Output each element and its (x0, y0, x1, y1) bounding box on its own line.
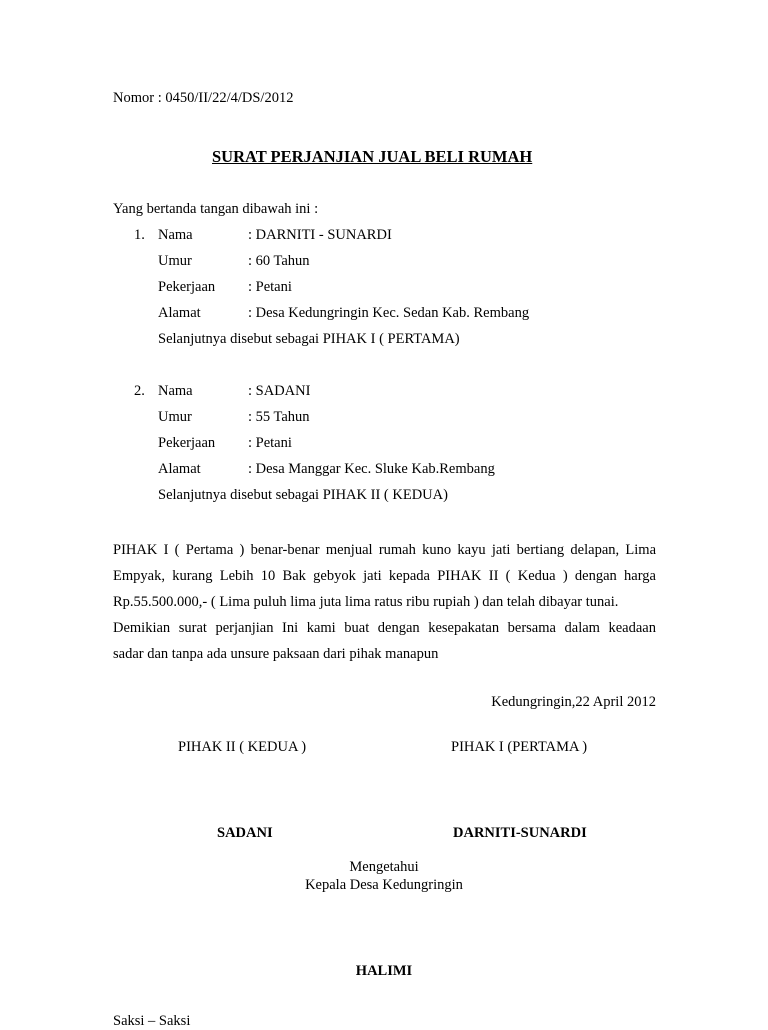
intro-text: Yang bertanda tangan dibawah ini : (113, 201, 319, 217)
signatory-left-role: PIHAK II ( KEDUA ) (178, 739, 307, 755)
agreement-body (113, 537, 656, 667)
field-value: : SADANI (248, 383, 311, 399)
signatory-left-name: SADANI (217, 825, 273, 841)
field-value: : Desa Kedungringin Kec. Sedan Kab. Rembang (248, 305, 530, 321)
body-line: Rp.55.500.000,- ( Lima puluh lima juta lima ratus ribu rupiah ) dan telah dibayar tunai. (113, 594, 619, 610)
document-number: Nomor : 0450/II/22/4/DS/2012 (113, 90, 294, 106)
party-2-designation: Selanjutnya disebut sebagai PIHAK II ( KEDUA) (158, 487, 448, 503)
party-2-number: 2. (134, 383, 145, 399)
field-value: : Desa Manggar Kec. Sluke Kab.Rembang (248, 461, 495, 477)
party-1-row-age (0, 253, 768, 273)
party-2-row-age (0, 409, 768, 429)
body-line: PIHAK I ( Pertama ) benar-benar menjual rumah kuno kayu jati bertiang delapan, Lima (113, 542, 656, 558)
field-label: Alamat (158, 461, 201, 477)
document-title: SURAT PERJANJIAN JUAL BELI RUMAH (212, 147, 533, 166)
party-1-row-address (0, 305, 768, 325)
field-value: : Petani (248, 279, 292, 295)
acknowledgement-line-2: Kepala Desa Kedungringin (305, 877, 463, 893)
body-line: Empyak, kurang Lebih 10 Bak gebyok jati kepada PIHAK II ( Kedua ) dengan harga (113, 568, 656, 584)
witness-label: Saksi – Saksi (113, 1013, 191, 1029)
acknowledgement-line-1: Mengetahui (349, 859, 419, 875)
field-label: Nama (158, 227, 193, 243)
signatory-right-name: DARNITI-SUNARDI (453, 825, 587, 841)
field-value: : 55 Tahun (248, 409, 310, 425)
party-2-row-address (0, 461, 768, 481)
party-1-number: 1. (134, 227, 145, 243)
party-2-row-name (0, 383, 768, 403)
party-1-row-name (0, 227, 768, 247)
party-1-designation: Selanjutnya disebut sebagai PIHAK I ( PERTAMA) (158, 331, 460, 347)
field-value: : DARNITI - SUNARDI (248, 227, 392, 243)
village-head-name: HALIMI (355, 963, 413, 979)
field-value: : 60 Tahun (248, 253, 310, 269)
field-label: Umur (158, 409, 192, 425)
body-line: sadar dan tanpa ada unsure paksaan dari pihak manapun (113, 646, 439, 662)
party-1-row-job (0, 279, 768, 299)
body-line: Demikian surat perjanjian Ini kami buat dengan kesepakatan bersama dalam keadaan (113, 620, 656, 636)
field-label: Pekerjaan (158, 435, 216, 451)
field-label: Nama (158, 383, 193, 399)
field-value: : Petani (248, 435, 292, 451)
field-label: Umur (158, 253, 192, 269)
place-date: Kedungringin,22 April 2012 (491, 694, 656, 710)
field-label: Pekerjaan (158, 279, 216, 295)
party-2-row-job (0, 435, 768, 455)
signatory-right-role: PIHAK I (PERTAMA ) (451, 739, 588, 755)
field-label: Alamat (158, 305, 201, 321)
